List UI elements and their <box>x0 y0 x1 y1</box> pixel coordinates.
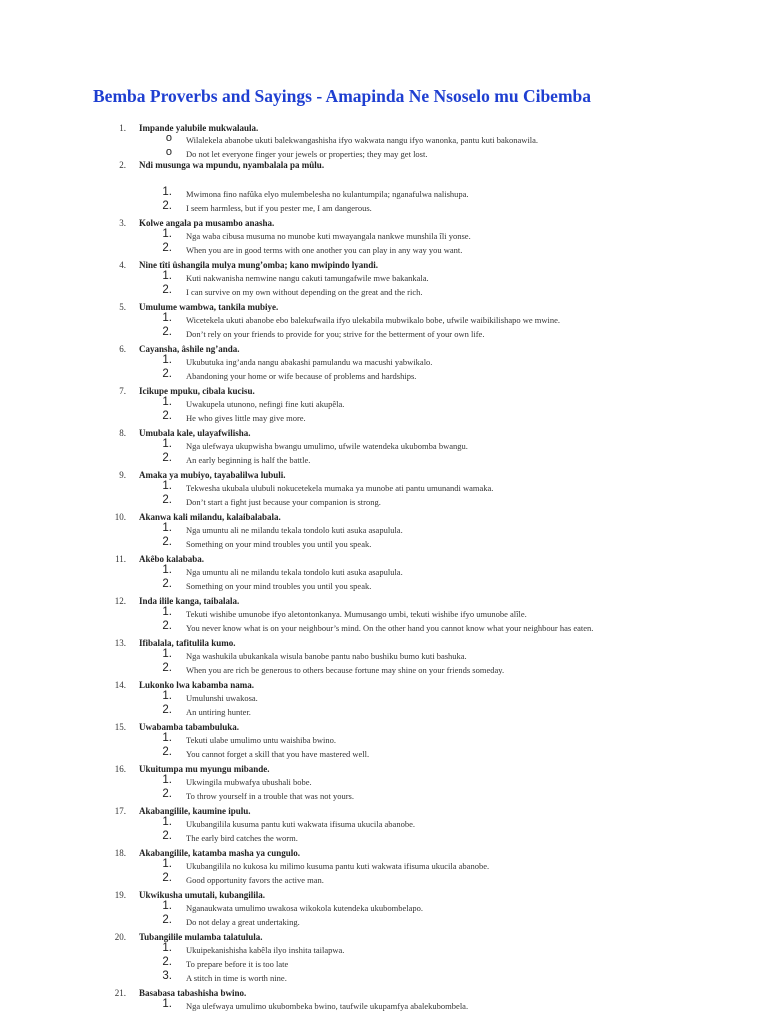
proverb-explanation <box>0 914 768 926</box>
proverb-text: Basabasa tabashisha bwino. <box>139 988 247 998</box>
explanation-text: Tekuti ulabe umulimo untu waishiba bwino. <box>186 735 337 745</box>
sub-number: 2. <box>162 368 172 380</box>
explanation-text: Something on your mind troubles you until you speak. <box>186 581 372 591</box>
proverb-text: Akabangilile, katamba masha ya cungulo. <box>139 848 301 858</box>
sub-number: 2. <box>162 746 172 758</box>
explanation-text: When you are rich be generous to others because fortune may shine on your friends someday. <box>186 665 505 675</box>
explanation-text: The early bird catches the worm. <box>186 833 298 843</box>
sub-number: 2. <box>162 830 172 842</box>
proverb-explanation <box>0 396 768 408</box>
explanation-text: Nganaukwata umulimo uwakosa wikokola kutendeka ukubombelapo. <box>186 903 423 913</box>
proverb-explanation <box>0 774 768 786</box>
proverb-explanation <box>0 312 768 324</box>
proverb-number: 13. <box>114 638 126 648</box>
proverb-number: 15. <box>114 722 126 732</box>
sub-number: 2. <box>162 452 172 464</box>
proverb-explanation <box>0 956 768 968</box>
proverb-explanation <box>0 578 768 590</box>
proverb-number: 10. <box>114 512 126 522</box>
sub-number: 1. <box>162 774 172 786</box>
proverb-text: Kolwe angala pa musambo anasha. <box>139 218 275 228</box>
explanation-text: You never know what is on your neighbour’s mind. On the other hand you cannot know what your neighbour has eaten. <box>186 623 594 633</box>
proverb-number: 8. <box>119 428 126 438</box>
proverb-number: 16. <box>114 764 126 774</box>
proverb-text: Umulume wambwa, tankila mubiye. <box>139 302 279 312</box>
proverb-explanation <box>0 242 768 254</box>
explanation-text: Wilalekela abanobe ukuti balekwangashisha ifyo wakwata nangu ifyo wanonka, pantu kuti bakonawila. <box>186 135 539 145</box>
proverb-text: Inda ilile kanga, taibalala. <box>139 596 240 606</box>
proverb-text: Ukwikusha umutali, kubangilila. <box>139 890 266 900</box>
proverb-text: Lukonko lwa kabamba nama. <box>139 680 255 690</box>
proverb-number: 12. <box>114 596 126 606</box>
explanation-text: To prepare before it is too late <box>186 959 289 969</box>
proverb-explanation <box>0 970 768 982</box>
sub-number: 2. <box>162 788 172 800</box>
proverb-explanation <box>0 858 768 870</box>
sub-number: 2. <box>162 326 172 338</box>
sub-number: 1. <box>162 186 172 198</box>
sub-number: 1. <box>162 816 172 828</box>
proverb-number: 7. <box>119 386 126 396</box>
proverb-text: Amaka ya mubiyo, tayabalilwa lubuli. <box>139 470 286 480</box>
sub-number: 1. <box>162 480 172 492</box>
explanation-text: Ukuipekanishisha kabêla ilyo inshita tailapwa. <box>186 945 345 955</box>
sub-number: 1. <box>162 648 172 660</box>
sub-number: 2. <box>162 872 172 884</box>
proverb-number: 20. <box>114 932 126 942</box>
explanation-text: Something on your mind troubles you until you speak. <box>186 539 372 549</box>
explanation-text: He who gives little may give more. <box>186 413 306 423</box>
proverb-explanation <box>0 354 768 366</box>
explanation-text: Tekwesha ukubala ulubuli nokucetekela mumaka ya munobe ati pantu umunandi wamaka. <box>186 483 494 493</box>
proverb-number: 9. <box>119 470 126 480</box>
explanation-text: Ukubangilila no kukosa ku milimo kusuma pantu kuti wakwata ifisuma ukucila abanobe. <box>186 861 490 871</box>
proverb-explanation <box>0 788 768 800</box>
proverb-explanation <box>0 816 768 828</box>
proverb-explanation <box>0 522 768 534</box>
explanation-text: Good opportunity favors the active man. <box>186 875 324 885</box>
proverb-explanation <box>0 132 768 144</box>
proverb-number: 14. <box>114 680 126 690</box>
sub-number: 1. <box>162 900 172 912</box>
proverb-number: 19. <box>114 890 126 900</box>
proverb-explanation <box>0 746 768 758</box>
proverb-explanation <box>0 690 768 702</box>
proverb-explanation <box>0 998 768 1010</box>
sub-number: 1. <box>162 438 172 450</box>
sub-number: 2. <box>162 914 172 926</box>
proverb-text: Uwabamba tabambuluka. <box>139 722 240 732</box>
proverb-explanation <box>0 326 768 338</box>
proverb-explanation <box>0 536 768 548</box>
proverb-item <box>0 160 768 171</box>
proverb-explanation <box>0 284 768 296</box>
proverb-text: Impande yalubile mukwalaula. <box>139 123 259 133</box>
explanation-text: A stitch in time is worth nine. <box>186 973 287 983</box>
explanation-text: Uwakupela utunono, nefingi fine kuti akupêla. <box>186 399 345 409</box>
sub-number: 2. <box>162 410 172 422</box>
proverb-explanation <box>0 704 768 716</box>
sub-number: 1. <box>162 396 172 408</box>
proverb-text: Cayansha, âshile ng’anda. <box>139 344 240 354</box>
sub-number: 2. <box>162 620 172 632</box>
sub-number: 2. <box>162 536 172 548</box>
proverb-explanation <box>0 146 768 158</box>
sub-number: 1. <box>162 270 172 282</box>
proverb-number: 6. <box>119 344 126 354</box>
explanation-text: Mwimona fino nafûka elyo mulembelesha no kulantumpila; nganafulwa nalishupa. <box>186 189 469 199</box>
proverb-number: 11. <box>115 554 126 564</box>
proverb-explanation <box>0 606 768 618</box>
explanation-text: To throw yourself in a trouble that was not yours. <box>186 791 354 801</box>
explanation-text: Nga umuntu ali ne milandu tekala tondolo kuti asuka asapulula. <box>186 525 403 535</box>
proverb-explanation <box>0 942 768 954</box>
proverb-text: Umubala kale, ulayafwilisha. <box>139 428 251 438</box>
explanation-text: An untiring hunter. <box>186 707 251 717</box>
proverb-explanation <box>0 452 768 464</box>
sub-number: 2. <box>162 662 172 674</box>
explanation-text: Nga waba cibusa musuma no munobe kuti mwayangala nankwe munshila îli yonse. <box>186 231 471 241</box>
explanation-text: Nga ulefwaya ukupwisha bwangu umulimo, ufwile watendeka ukubomba bwangu. <box>186 441 468 451</box>
explanation-text: Nga washukila ubukankala wisula banobe pantu nabo bushiku bumo kuti bashuka. <box>186 651 467 661</box>
sub-number: 2. <box>162 284 172 296</box>
proverb-number: 4. <box>119 260 126 270</box>
proverb-text: Icikupe mpuku, cibala kucisu. <box>139 386 255 396</box>
sub-number: 3. <box>162 970 172 982</box>
proverb-explanation <box>0 410 768 422</box>
proverb-explanation <box>0 648 768 660</box>
proverb-explanation <box>0 900 768 912</box>
proverb-explanation <box>0 228 768 240</box>
proverb-text: Nine tîti ûshangila mulya mung’omba; kano mwipindo lyandi. <box>139 260 379 270</box>
proverb-text: Akanwa kali milandu, kalaibalabala. <box>139 512 281 522</box>
proverb-explanation <box>0 200 768 212</box>
explanation-text: Nga ulefwaya umulimo ukubombeka bwino, taufwile ukupamfya abalekubombela. <box>186 1001 469 1011</box>
explanation-text: Ukwingila mubwafya ubushali bobe. <box>186 777 312 787</box>
proverb-text: Ifibalala, tafitulila kumo. <box>139 638 236 648</box>
explanation-text: Kuti nakwanisha nemwine nangu cakuti tamungafwile mwe bakankala. <box>186 273 429 283</box>
proverb-explanation <box>0 732 768 744</box>
sub-number: 2. <box>162 956 172 968</box>
proverb-explanation <box>0 368 768 380</box>
explanation-text: When you are in good terms with one another you can play in any way you want. <box>186 245 463 255</box>
proverb-explanation <box>0 830 768 842</box>
proverb-explanation <box>0 186 768 198</box>
proverb-text: Akêbo kalababa. <box>139 554 205 564</box>
proverb-number: 2. <box>119 160 126 170</box>
explanation-text: Wicetekela ukuti abanobe ebo balekufwaila ifyo ulekabila mubwikalo bobe, ufwile waibikilishapo we mwine. <box>186 315 561 325</box>
document-title: Bemba Proverbs and Sayings - Amapinda Ne Nsoselo mu Cibemba <box>93 86 591 106</box>
explanation-text: Nga umuntu ali ne milandu tekala tondolo kuti asuka asapulula. <box>186 567 403 577</box>
proverb-explanation <box>0 872 768 884</box>
sub-number: 1. <box>162 564 172 576</box>
explanation-text: Do not let everyone finger your jewels or properties; they may get lost. <box>186 149 428 159</box>
explanation-text: Don’t start a fight just because your companion is strong. <box>186 497 381 507</box>
explanation-text: An early beginning is half the battle. <box>186 455 311 465</box>
proverb-explanation <box>0 564 768 576</box>
explanation-text: Don’t rely on your friends to provide for you; strive for the betterment of your own life. <box>186 329 485 339</box>
explanation-text: Tekuti wishibe umunobe ifyo aletontonkanya. Mumusango umbi, tekuti wishibe ifyo umunobe alîle. <box>186 609 527 619</box>
proverb-text: Ndi musunga wa mpundu, nyambalala pa mûlu. <box>139 160 325 170</box>
proverb-text: Akabangilile, kaumine ipulu. <box>139 806 251 816</box>
explanation-text: Ukubutuka ing’anda nangu abakashi pamulandu wa macushi yabwikalo. <box>186 357 433 367</box>
sub-number: 1. <box>162 732 172 744</box>
proverb-explanation <box>0 270 768 282</box>
sub-number: 1. <box>162 690 172 702</box>
sub-number: 1. <box>162 858 172 870</box>
proverb-number: 1. <box>119 123 126 133</box>
proverb-explanation <box>0 438 768 450</box>
sub-number: 1. <box>162 606 172 618</box>
explanation-text: I can survive on my own without depending on the great and the rich. <box>186 287 423 297</box>
proverb-explanation <box>0 480 768 492</box>
sub-number: 1. <box>162 354 172 366</box>
sub-number: 2. <box>162 494 172 506</box>
explanation-text: Abandoning your home or wife because of problems and hardships. <box>186 371 417 381</box>
sub-number: 1. <box>162 228 172 240</box>
sub-number: 1. <box>162 942 172 954</box>
proverb-explanation <box>0 662 768 674</box>
explanation-text: You cannot forget a skill that you have mastered well. <box>186 749 370 759</box>
bullet-marker: o <box>165 146 172 158</box>
sub-number: 1. <box>162 998 172 1010</box>
sub-number: 1. <box>162 522 172 534</box>
proverb-number: 3. <box>119 218 126 228</box>
proverb-explanation <box>0 620 768 632</box>
explanation-text: Umulunshi uwakosa. <box>186 693 258 703</box>
bullet-marker: o <box>165 132 172 144</box>
explanation-text: Ukubangilila kusuma pantu kuti wakwata ifisuma ukucila abanobe. <box>186 819 415 829</box>
explanation-text: Do not delay a great undertaking. <box>186 917 300 927</box>
proverb-number: 18. <box>114 848 126 858</box>
proverb-text: Tubangilile mulamba talatulula. <box>139 932 263 942</box>
proverb-explanation <box>0 494 768 506</box>
proverb-number: 17. <box>114 806 126 816</box>
sub-number: 2. <box>162 242 172 254</box>
sub-number: 2. <box>162 704 172 716</box>
sub-number: 2. <box>162 200 172 212</box>
explanation-text: I seem harmless, but if you pester me, I am dangerous. <box>186 203 372 213</box>
proverb-number: 5. <box>119 302 126 312</box>
sub-number: 1. <box>162 312 172 324</box>
proverb-text: Ukuitumpa mu myungu mibande. <box>139 764 270 774</box>
proverb-number: 21. <box>114 988 126 998</box>
sub-number: 2. <box>162 578 172 590</box>
